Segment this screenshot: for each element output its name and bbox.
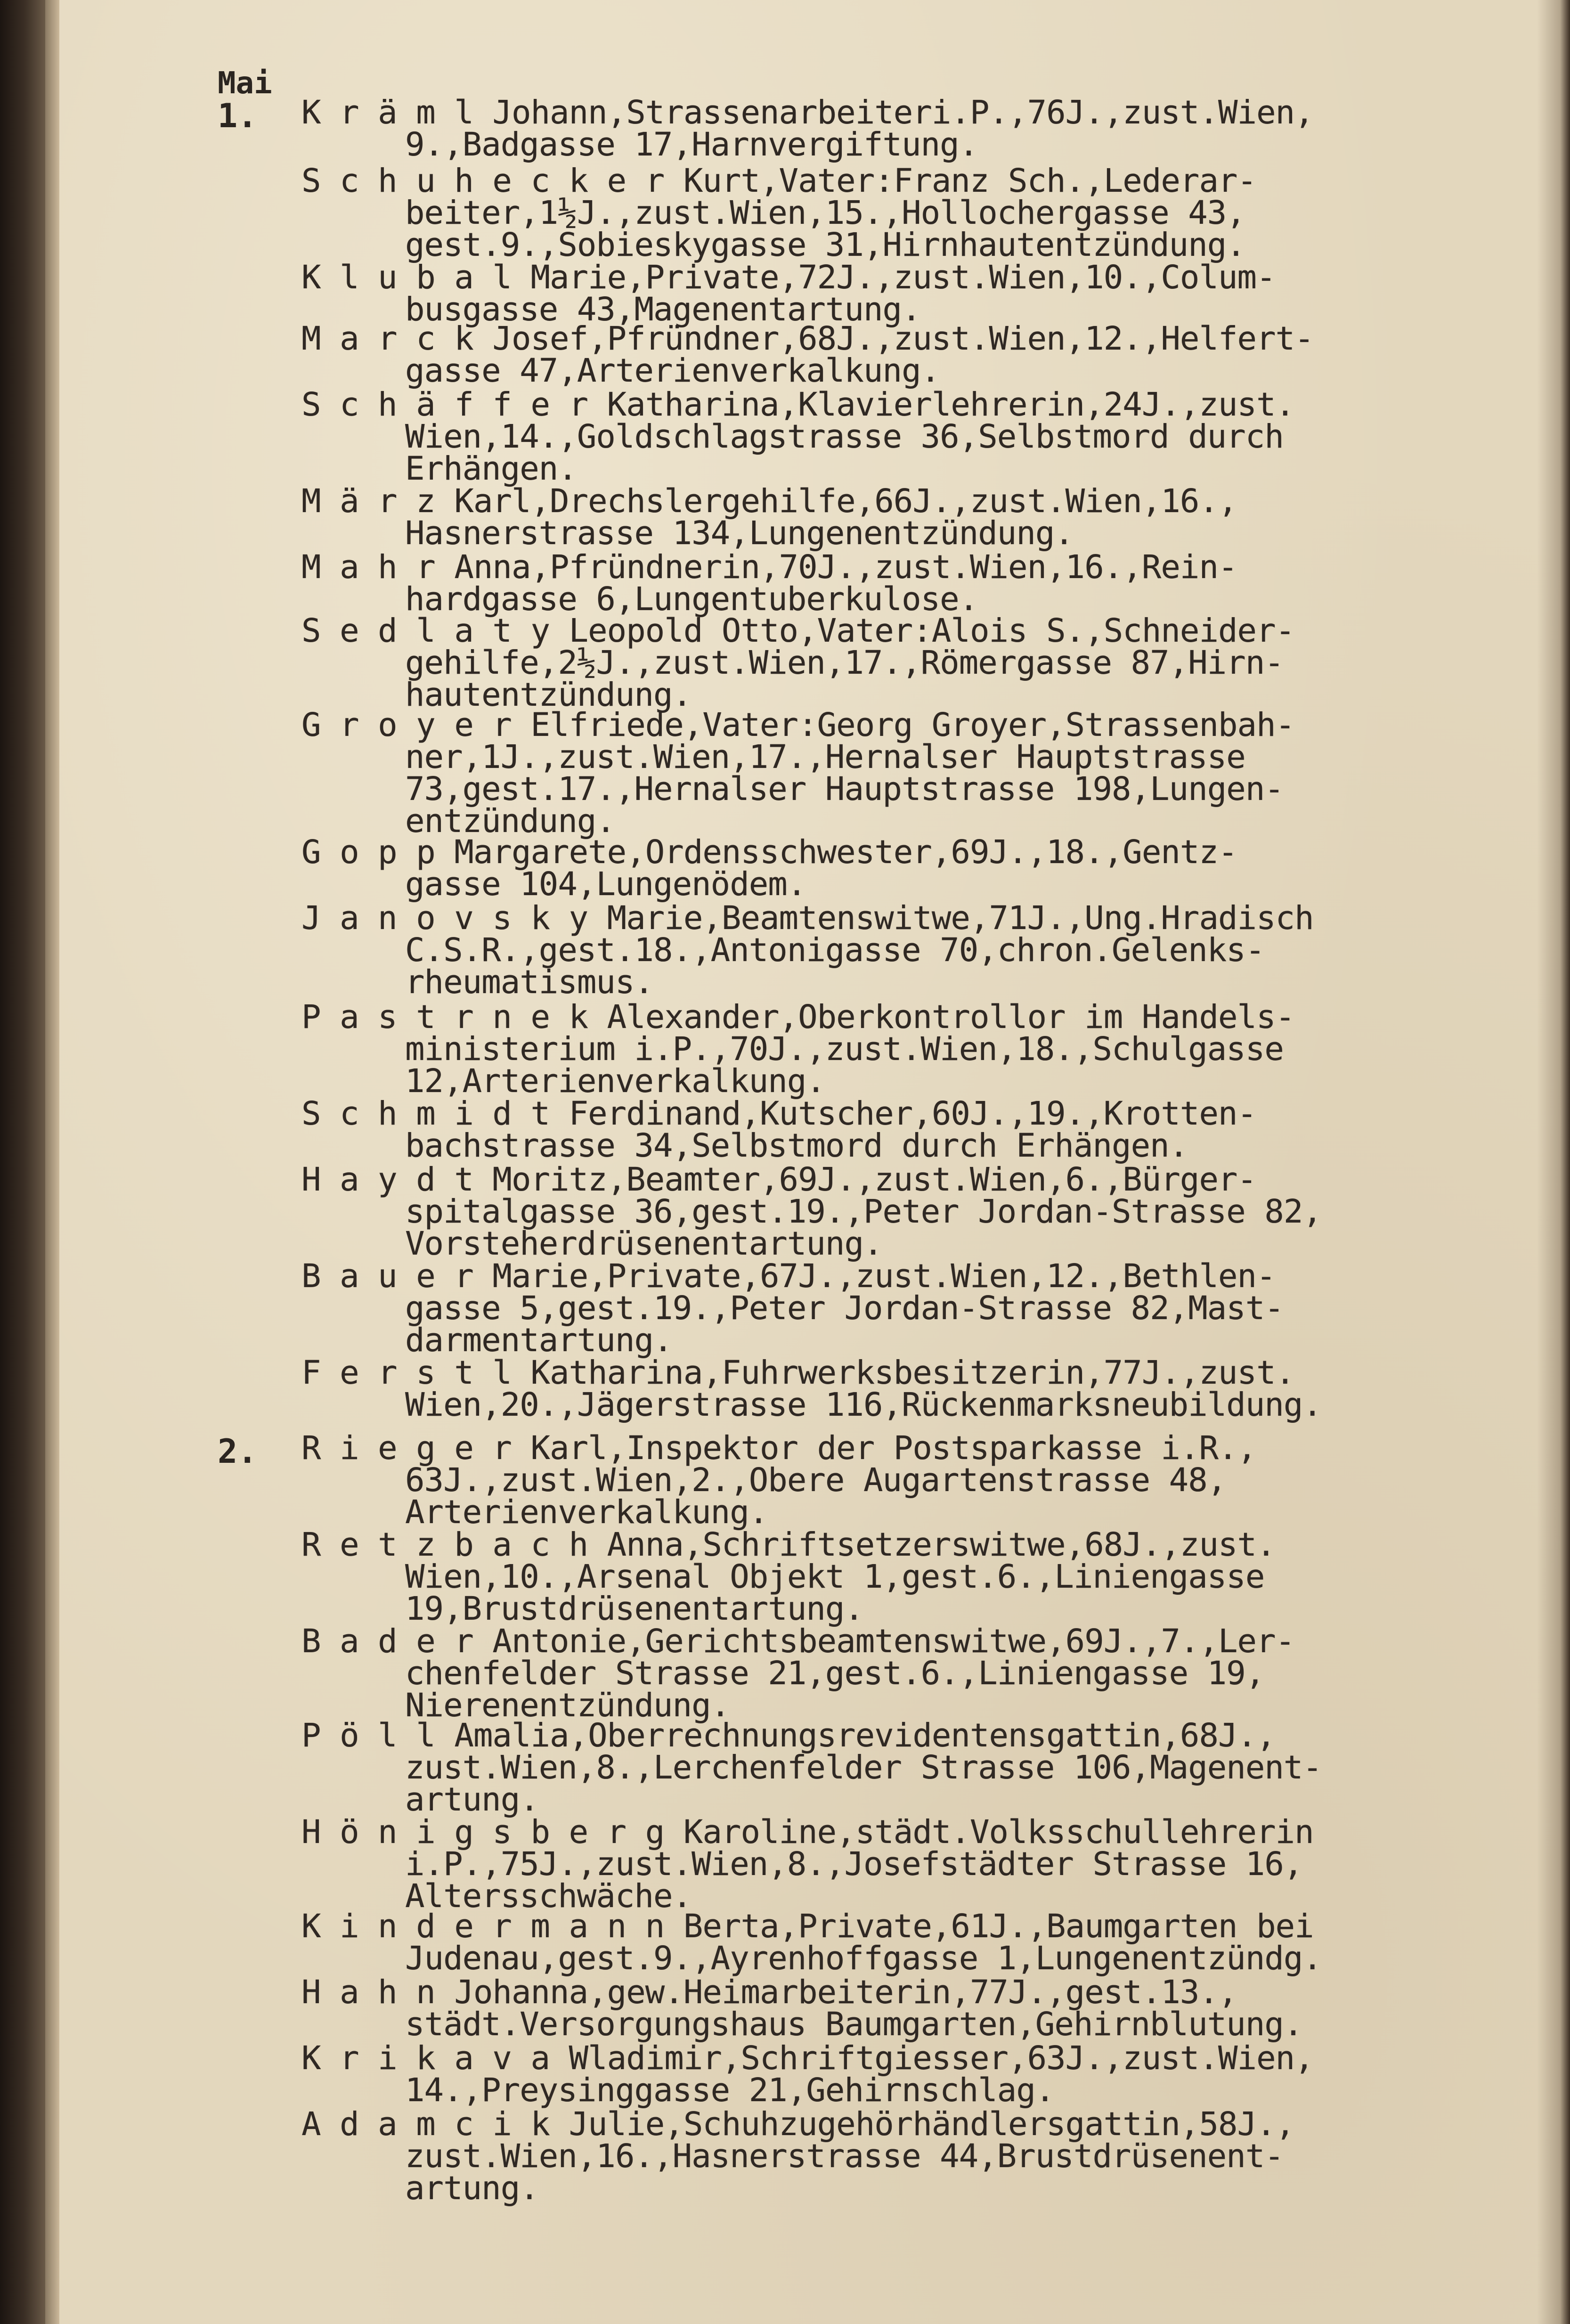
entry-name-line: R e t z b a c h Anna,Schriftsetzerswitwe,68J.,zust. — [301, 1526, 1276, 1564]
entry-continuation-line: Erhängen. — [405, 450, 577, 488]
entry-name-line: B a u e r Marie,Private,67J.,zust.Wien,12.,Bethlen- — [301, 1257, 1276, 1295]
entry-continuation-line: 63J.,zust.Wien,2.,Obere Augartenstrasse 48, — [405, 1461, 1227, 1499]
day-marker-1: 1. — [218, 97, 258, 135]
entry-name-line: M ä r z Karl,Drechslergehilfe,66J.,zust.Wien,16., — [301, 482, 1237, 520]
entry-continuation-line: 19,Brustdrüsenentartung. — [405, 1590, 863, 1628]
entry-continuation-line: 9.,Badgasse 17,Harnvergiftung. — [405, 126, 978, 163]
entry-name-line: P a s t r n e k Alexander,Oberkontrollor im Handels- — [301, 998, 1295, 1036]
entry-name-line: G r o y e r Elfriede,Vater:Georg Groyer,Strassenbah- — [301, 706, 1295, 744]
entry-continuation-line: chenfelder Strasse 21,gest.6.,Liniengasse 19, — [405, 1655, 1265, 1692]
entry-continuation-line: 73,gest.17.,Hernalser Hauptstrasse 198,Lungen- — [405, 770, 1284, 808]
entry-name-line: K l u b a l Marie,Private,72J.,zust.Wien,10.,Colum- — [301, 259, 1276, 296]
day-marker-2: 2. — [218, 1432, 258, 1471]
entry-continuation-line: gasse 104,Lungenödem. — [405, 865, 806, 903]
entry-name-line: R i e g e r Karl,Inspektor der Postsparkasse i.R., — [301, 1429, 1257, 1467]
entry-continuation-line: ministerium i.P.,70J.,zust.Wien,18.,Schulgasse — [405, 1030, 1284, 1068]
entry-continuation-line: Hasnerstrasse 134,Lungenentzündung. — [405, 514, 1074, 552]
entry-continuation-line: Judenau,gest.9.,Ayrenhoffgasse 1,Lungenentzündg. — [405, 1940, 1322, 1977]
entry-name-line: M a r c k Josef,Pfründner,68J.,zust.Wien,12.,Helfert- — [301, 320, 1314, 358]
entry-continuation-line: hardgasse 6,Lungentuberkulose. — [405, 580, 978, 618]
entry-continuation-line: gest.9.,Sobieskygasse 31,Hirnhautentzündung. — [405, 226, 1245, 264]
entry-continuation-line: zust.Wien,16.,Hasnerstrasse 44,Brustdrüsenent- — [405, 2137, 1284, 2175]
entry-continuation-line: gasse 47,Arterienverkalkung. — [405, 352, 940, 390]
entry-name-line: G o p p Margarete,Ordensschwester,69J.,18.,Gentz- — [301, 833, 1237, 871]
entry-continuation-line: 12,Arterienverkalkung. — [405, 1062, 825, 1100]
entry-continuation-line: spitalgasse 36,gest.19.,Peter Jordan-Strasse 82, — [405, 1193, 1322, 1231]
entry-name-line: J a n o v s k y Marie,Beamtenswitwe,71J.,Ung.Hradisch — [301, 899, 1314, 937]
entry-continuation-line: Wien,14.,Goldschlagstrasse 36,Selbstmord durch — [405, 418, 1284, 456]
entry-continuation-line: zust.Wien,8.,Lerchenfelder Strasse 106,Magenent- — [405, 1749, 1322, 1786]
entry-continuation-line: hautentzündung. — [405, 676, 692, 714]
entry-continuation-line: Wien,20.,Jägerstrasse 116,Rückenmarksneubildung. — [405, 1386, 1322, 1424]
entry-continuation-line: Arterienverkalkung. — [405, 1493, 768, 1531]
entry-name-line: M a h r Anna,Pfründnerin,70J.,zust.Wien,16.,Rein- — [301, 548, 1237, 586]
entry-continuation-line: C.S.R.,gest.18.,Antonigasse 70,chron.Gelenks- — [405, 931, 1265, 969]
entry-name-line: H a h n Johanna,gew.Heimarbeiterin,77J.,gest.13., — [301, 1973, 1237, 2011]
entry-continuation-line: rheumatismus. — [405, 963, 654, 1001]
entry-name-line: F e r s t l Katharina,Fuhrwerksbesitzerin,77J.,zust. — [301, 1354, 1295, 1392]
entry-name-line: K r ä m l Johann,Strassenarbeiteri.P.,76J.,zust.Wien, — [301, 94, 1314, 131]
entry-continuation-line: artung. — [405, 2169, 539, 2207]
entry-continuation-line: artung. — [405, 1781, 539, 1818]
entry-continuation-line: Vorsteherdrüsenentartung. — [405, 1225, 883, 1263]
entry-continuation-line: gasse 5,gest.19.,Peter Jordan-Strasse 82,Mast- — [405, 1289, 1284, 1327]
entry-continuation-line: bachstrasse 34,Selbstmord durch Erhängen. — [405, 1127, 1188, 1165]
entry-name-line: P ö l l Amalia,Oberrechnungsrevidentensgattin,68J., — [301, 1717, 1276, 1754]
entry-name-line: S c h m i d t Ferdinand,Kutscher,60J.,19.,Krotten- — [301, 1095, 1257, 1133]
entry-continuation-line: städt.Versorgungshaus Baumgarten,Gehirnblutung. — [405, 2006, 1303, 2043]
entry-continuation-line: beiter,1½J.,zust.Wien,15.,Hollochergasse 43, — [405, 194, 1245, 232]
entry-name-line: S c h u h e c k e r Kurt,Vater:Franz Sch.,Lederar- — [301, 162, 1257, 200]
entry-name-line: K r i k a v a Wladimir,Schriftgiesser,63J.,zust.Wien, — [301, 2039, 1314, 2077]
entry-continuation-line: Altersschwäche. — [405, 1877, 692, 1915]
entry-continuation-line: entzündung. — [405, 802, 615, 840]
entry-name-line: H a y d t Moritz,Beamter,69J.,zust.Wien,6.,Bürger- — [301, 1161, 1257, 1199]
entry-name-line: S c h ä f f e r Katharina,Klavierlehrerin,24J.,zust. — [301, 386, 1295, 424]
entry-name-line: A d a m c i k Julie,Schuhzugehörhändlersgattin,58J., — [301, 2105, 1295, 2143]
entry-name-line: S e d l a t y Leopold Otto,Vater:Alois S.,Schneider- — [301, 612, 1295, 650]
entry-continuation-line: darmentartung. — [405, 1321, 673, 1359]
entry-continuation-line: ner,1J.,zust.Wien,17.,Hernalser Hauptstrasse — [405, 738, 1245, 776]
entry-continuation-line: 14.,Preysinggasse 21,Gehirnschlag. — [405, 2071, 1055, 2109]
month-heading: Mai — [218, 66, 272, 101]
entry-name-line: B a d e r Antonie,Gerichtsbeamtenswitwe,69J.,7.,Ler- — [301, 1623, 1295, 1660]
entry-continuation-line: busgasse 43,Magenentartung. — [405, 291, 921, 328]
entry-continuation-line: Nierenentzündung. — [405, 1687, 730, 1724]
entry-name-line: H ö n i g s b e r g Karoline,städt.Volksschullehrerin — [301, 1813, 1314, 1851]
entry-continuation-line: Wien,10.,Arsenal Objekt 1,gest.6.,Liniengasse — [405, 1558, 1265, 1596]
entry-continuation-line: gehilfe,2½J.,zust.Wien,17.,Römergasse 87,Hirn- — [405, 644, 1284, 682]
entry-continuation-line: i.P.,75J.,zust.Wien,8.,Josefstädter Strasse 16, — [405, 1845, 1303, 1883]
entry-name-line: K i n d e r m a n n Berta,Private,61J.,Baumgarten bei — [301, 1908, 1314, 1945]
